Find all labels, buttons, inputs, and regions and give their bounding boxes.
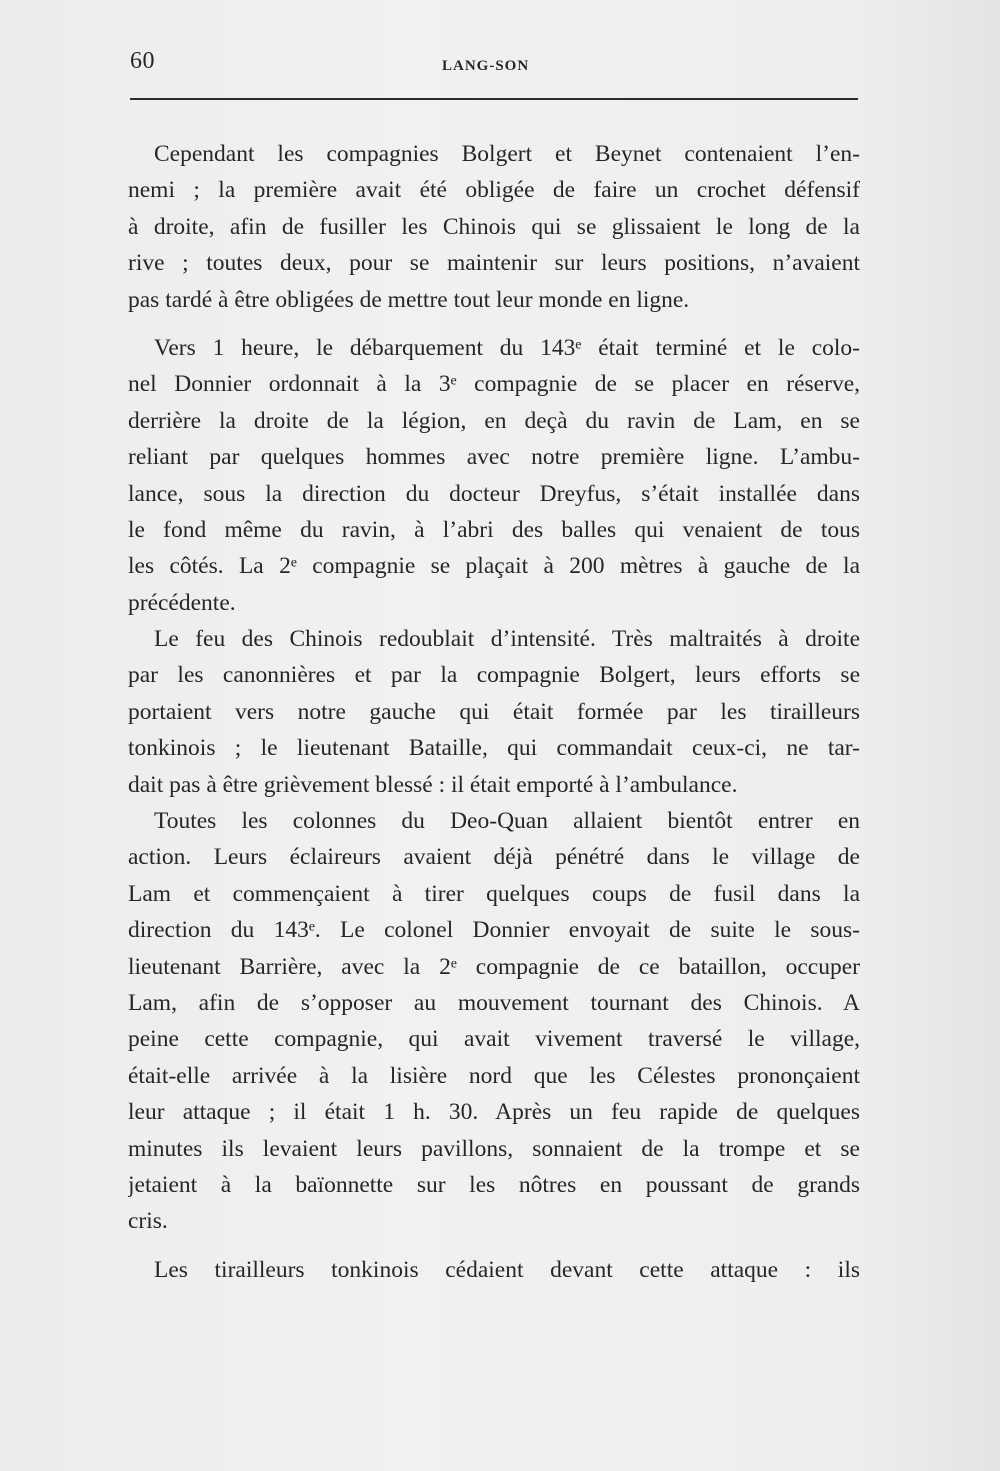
text-line: jetaient à la baïonnette sur les nôtres en poussant de grands — [128, 1171, 860, 1198]
text-line: minutes ils levaient leurs pavillons, sonnaient de la trompe et se — [128, 1135, 860, 1162]
text-line: Vers 1 heure, le débarquement du 143ᵉ était terminé et le colo- — [154, 334, 860, 361]
body-text — [128, 136, 860, 1288]
text-line: lance, sous la direction du docteur Dreyfus, s’était installée dans — [128, 480, 860, 507]
text-line: peine cette compagnie, qui avait vivement traversé le village, — [128, 1026, 860, 1053]
text-line: action. Leurs éclaireurs avaient déjà pénétré dans le village de — [128, 844, 860, 871]
text-line: le fond même du ravin, à l’abri des balles qui venaient de tous — [128, 516, 860, 543]
text-line: par les canonnières et par la compagnie Bolgert, leurs efforts se — [128, 662, 860, 689]
text-line: Le feu des Chinois redoublait d’intensité. Très maltraités à droite — [154, 626, 860, 653]
text-line: derrière la droite de la légion, en deçà du ravin de Lam, en se — [128, 407, 860, 434]
text-line: pas tardé à être obligées de mettre tout leur monde en ligne. — [128, 286, 690, 313]
text-line: les côtés. La 2ᵉ compagnie se plaçait à 200 mètres à gauche de la — [128, 553, 860, 580]
paragraph-gap — [128, 1240, 860, 1252]
paragraph — [128, 803, 860, 1240]
text-line: était-elle arrivée à la lisière nord que les Célestes prononçaient — [128, 1062, 860, 1089]
text-line: cris. — [128, 1208, 168, 1235]
header-rule — [130, 98, 858, 100]
text-line: nel Donnier ordonnait à la 3ᵉ compagnie de se placer en réserve, — [128, 371, 860, 398]
text-line: leur attaque ; il était 1 h. 30. Après un feu rapide de quelques — [128, 1099, 860, 1126]
paragraph — [128, 330, 860, 621]
text-line: Cependant les compagnies Bolgert et Beynet contenaient l’en- — [154, 141, 860, 167]
text-line: Toutes les colonnes du Deo-Quan allaient bientôt entrer en — [154, 808, 860, 835]
text-line: Lam, afin de s’opposer au mouvement tournant des Chinois. A — [128, 989, 860, 1016]
text-line: reliant par quelques hommes avec notre première ligne. L’ambu- — [128, 444, 860, 471]
text-line: Les tirailleurs tonkinois cédaient devant cette attaque : ils — [154, 1256, 860, 1283]
page-number: 60 — [130, 48, 155, 74]
text-line: Lam et commençaient à tirer quelques coups de fusil dans la — [128, 880, 860, 907]
running-title: LANG-SON — [442, 58, 530, 74]
text-line: rive ; toutes deux, pour se maintenir sur leurs positions, n’avaient — [128, 250, 860, 277]
text-line: à droite, afin de fusiller les Chinois qui se glissaient le long de la — [128, 213, 860, 240]
paragraph — [128, 621, 860, 803]
paragraph — [128, 136, 860, 318]
text-line: direction du 143ᵉ. Le colonel Donnier envoyait de suite le sous- — [128, 917, 860, 944]
text-line: nemi ; la première avait été obligée de faire un crochet défensif — [128, 177, 860, 204]
text-line: portaient vers notre gauche qui était formée par les tirailleurs — [128, 698, 860, 725]
paragraph-gap — [128, 318, 860, 330]
text-line: lieutenant Barrière, avec la 2ᵉ compagnie de ce bataillon, occuper — [128, 953, 860, 980]
text-line: dait pas à être grièvement blessé : il était emporté à l’ambulance. — [128, 771, 738, 798]
text-line: précédente. — [128, 589, 236, 616]
paragraph — [128, 1252, 860, 1288]
text-line: tonkinois ; le lieutenant Bataille, qui commandait ceux-ci, ne tar- — [128, 735, 860, 762]
page-header — [130, 48, 858, 88]
